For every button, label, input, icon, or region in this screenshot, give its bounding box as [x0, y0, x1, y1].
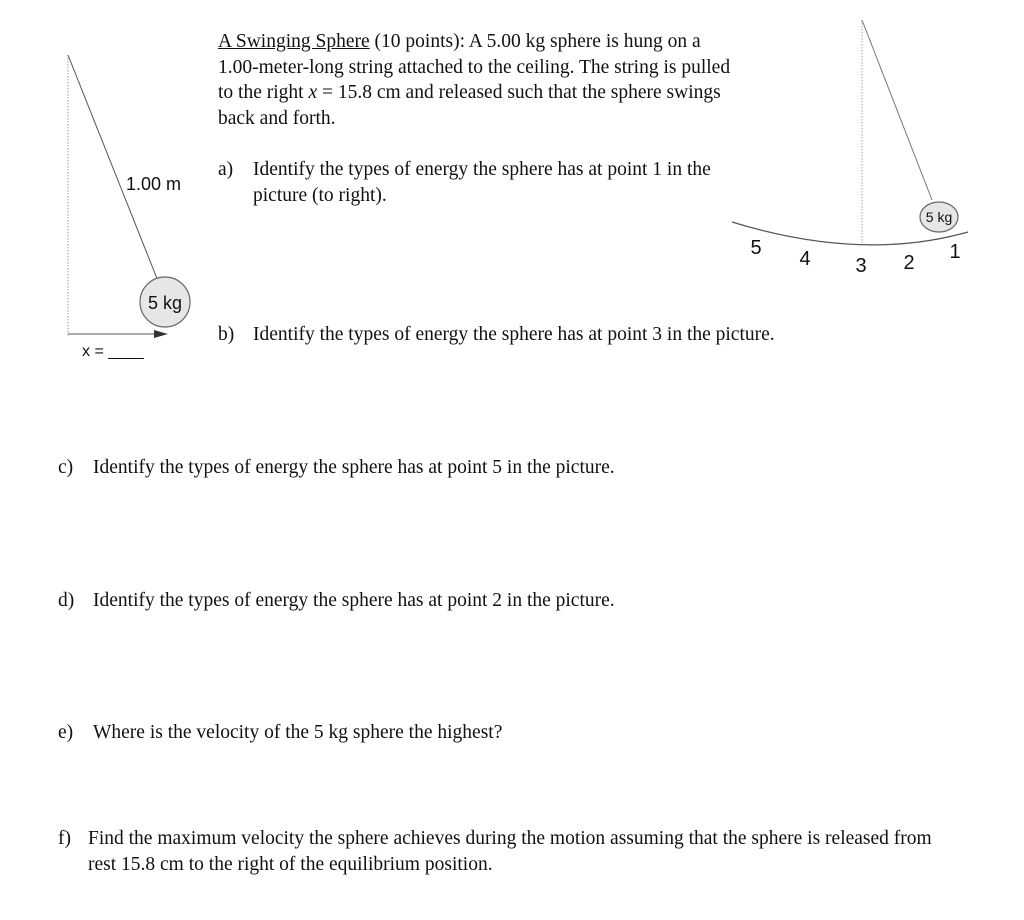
point-1-label: 1: [949, 241, 961, 263]
question-e-text: Where is the velocity of the 5 kg sphere the highest?: [93, 722, 503, 743]
point-3-label: 3: [855, 255, 867, 277]
point-5-label: 5: [750, 237, 762, 259]
question-f-text: Find the maximum velocity the sphere achieves during the motion assuming that the sphere is released from rest 15.8 cm to the right of the equilibrium position.: [88, 828, 932, 875]
question-e-label: e): [58, 722, 74, 743]
question-d-label: d): [58, 590, 75, 611]
question-b-label: b): [218, 324, 235, 345]
question-a-text: Identify the types of energy the sphere has at point 1 in the picture (to right).: [253, 159, 711, 206]
point-2-label: 2: [903, 252, 915, 274]
question-c-text: Identify the types of energy the sphere has at point 5 in the picture.: [93, 457, 615, 478]
right-string-line: [862, 20, 932, 200]
left-mass-label: 5 kg: [147, 293, 183, 313]
problem-intro-end: = 15.8 cm and released such that the sphere swings back and forth.: [218, 82, 721, 129]
question-a-label: a): [218, 159, 234, 180]
question-b-text: Identify the types of energy the sphere has at point 3 in the picture.: [253, 324, 775, 345]
problem-title: A Swinging Sphere: [218, 31, 370, 52]
question-d-text: Identify the types of energy the sphere has at point 2 in the picture.: [93, 590, 615, 611]
right-mass-label: 5 kg: [925, 209, 953, 225]
question-c-label: c): [58, 457, 74, 478]
question-f-label: f): [58, 828, 71, 849]
point-4-label: 4: [799, 248, 811, 270]
x-variable: x: [308, 82, 318, 103]
left-length-label: 1.00 m: [126, 174, 182, 194]
problem-intro-text: (10 points): A 5.00 kg sphere is hung on a 1.00-meter-long string attached to the ceiling. The string is pulled to the right: [218, 31, 731, 103]
x-displacement-label: x = ____: [82, 343, 144, 360]
